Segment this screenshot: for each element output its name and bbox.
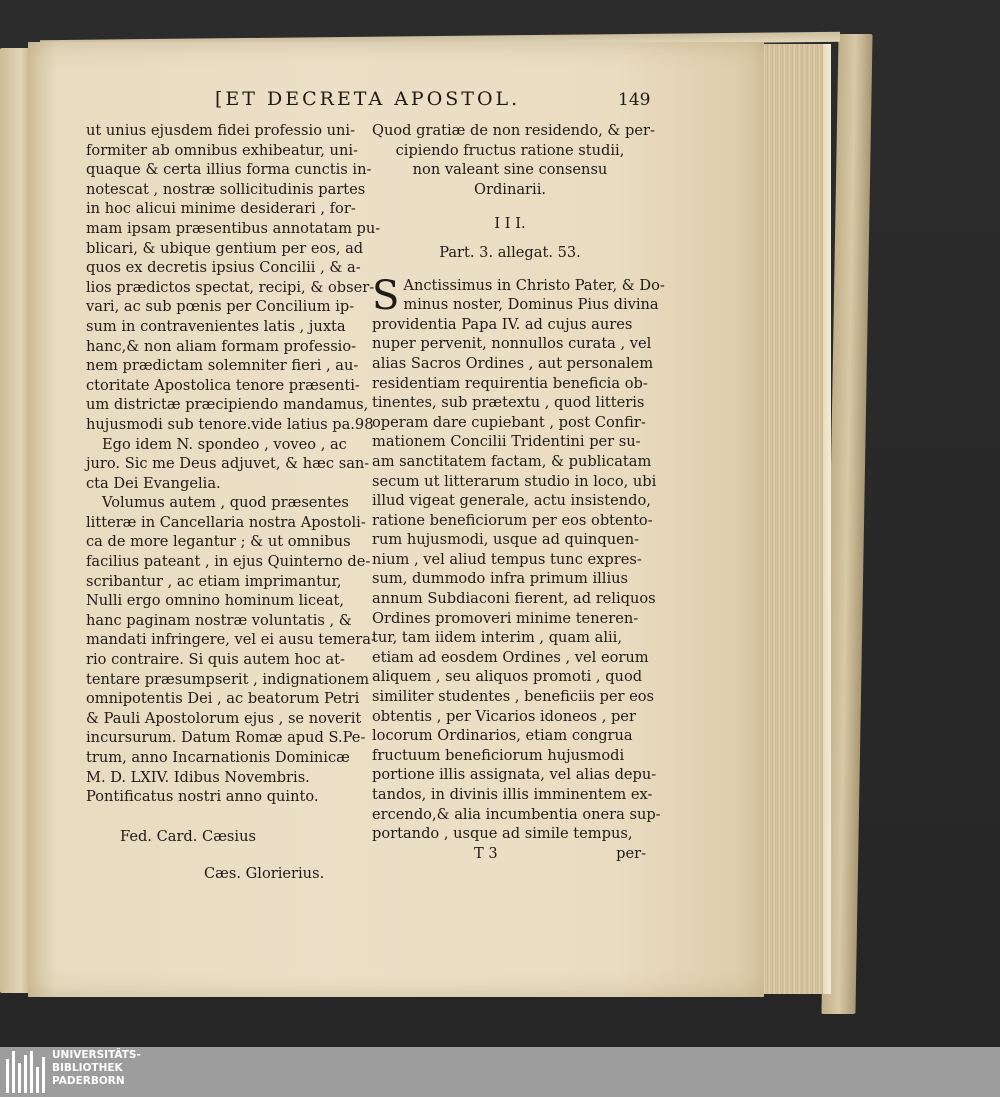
text-line: Ego idem N. spondeo , voveo , ac	[102, 435, 347, 453]
text-line: Ordines promoveri minime teneren-	[372, 609, 639, 627]
text-line: minus noster, Dominus Pius divina	[403, 296, 659, 314]
text-line: ca de more legantur ; & ut omnibus	[86, 533, 351, 551]
text-line: facilius pateant , in ejus Quinterno de-	[86, 553, 371, 571]
catchword: per-	[616, 844, 646, 862]
text-line: residentiam requirentia beneficia ob-	[372, 374, 648, 392]
text-line: juro. Sic me Deus adjuvet, & hæc san-	[86, 455, 370, 473]
text-line: illud vigeat generale, actu insistendo,	[372, 492, 651, 510]
section-heading-line: Quod gratiæ de non residendo, & per-	[372, 122, 655, 139]
text-line: similiter studentes , beneficiis per eos	[372, 688, 655, 706]
logo-line: PADERBORN	[52, 1075, 125, 1087]
text-line: formiter ab omnibus exhibeatur, uni-	[86, 141, 358, 159]
text-line: ctoritate Apostolica tenore præsenti-	[86, 376, 360, 394]
text-line: in hoc alicui minime desiderari , for-	[86, 200, 356, 218]
text-line: M. D. LXIV. Idibus Novembris.	[86, 768, 310, 786]
library-footer-bar	[0, 1047, 1000, 1097]
text-line: sum, dummodo infra primum illius	[372, 570, 629, 588]
text-line: etiam ad eosdem Ordines , vel eorum	[372, 648, 649, 666]
text-line: Pontificatus nostri anno quinto.	[86, 788, 319, 806]
text-line: notescat , nostræ sollicitudinis partes	[86, 180, 366, 198]
text-line: am sanctitatem factam, & publicatam	[372, 452, 652, 470]
library-logo-icon	[6, 1051, 46, 1093]
opening-paragraph	[372, 272, 665, 319]
text-line: tinentes, sub prætextu , quod litteris	[372, 394, 645, 412]
text-line: mandati infringere, vel ei ausu temera-	[86, 631, 376, 649]
text-line: providentia Papa IV. ad cujus aures	[372, 315, 633, 333]
text-line: portione illis assignata, vel alias depu-	[372, 766, 657, 784]
text-line: omnipotentis Dei , ac beatorum Petri	[86, 690, 360, 708]
text-line: tur, tam iidem interim , quam alii,	[372, 629, 622, 647]
text-line: Anctissimus in Christo Pater, & Do-	[403, 276, 665, 294]
section-number: I I I.	[494, 215, 526, 233]
text-line: quaque & certa illius forma cunctis in-	[86, 161, 372, 179]
text-line: um districtæ præcipiendo mandamus,	[86, 396, 369, 414]
text-line: vari, ac sub pœnis per Concilium ip-	[86, 298, 355, 316]
section-heading-line: cipiendo fructus ratione studii,	[395, 141, 625, 159]
text-line: sum in contravenientes latis , juxta	[86, 317, 346, 335]
page-number: 149	[618, 90, 651, 110]
text-line: obtentis , per Vicarios idoneos , per	[372, 707, 636, 725]
left-column	[86, 121, 381, 884]
text-line: portando , usque ad simile tempus,	[372, 825, 633, 843]
text-line: cta Dei Evangelia.	[86, 474, 221, 492]
logo-line: UNIVERSITÄTS-	[52, 1049, 141, 1061]
library-logo-text	[52, 1049, 141, 1088]
text-line: ut unius ejusdem fidei professio uni-	[86, 122, 356, 139]
text-line: rio contraire. Si quis autem hoc at-	[86, 651, 345, 669]
section-heading-line: non valeant sine consensu	[412, 161, 608, 179]
signature-secretary: Cæs. Glorierius.	[204, 865, 325, 883]
text-line: locorum Ordinarios, etiam congrua	[372, 727, 633, 745]
text-line: lios prædictos spectat, recipi, & obser-	[86, 278, 375, 296]
allegation-reference: Part. 3. allegat. 53.	[439, 243, 581, 261]
text-line: nuper pervenit, nonnullos curata , vel	[372, 335, 652, 353]
text-line: quos ex decretis ipsius Concilii , & a-	[86, 259, 361, 277]
text-line: & Pauli Apostolorum ejus , se noverit	[86, 709, 362, 727]
text-line: ercendo,& alia incumbentia onera sup-	[372, 805, 661, 823]
text-line: scribantur , ac etiam imprimantur,	[86, 572, 342, 590]
text-line: Volumus autem , quod præsentes	[102, 494, 349, 512]
text-line: hanc paginam nostræ voluntatis , &	[86, 611, 352, 629]
text-line: nium , vel aliud tempus tunc expres-	[372, 550, 642, 568]
text-line: rum hujusmodi, usque ad quinquen-	[372, 531, 640, 549]
text-line: litteræ in Cancellaria nostra Apostoli-	[86, 513, 366, 531]
text-line: tentare præsumpserit , indignationem	[86, 670, 370, 688]
text-line: Nulli ergo omnino hominum liceat,	[86, 592, 345, 610]
text-line: aliquem , seu aliquos promoti , quod	[372, 668, 643, 686]
text-line: hujusmodi sub tenore.vide latius pa.98	[86, 415, 374, 433]
text-line: secum ut litterarum studio in loco, ubi	[372, 472, 657, 490]
page-block-edges	[760, 44, 823, 994]
logo-line: BIBLIOTHEK	[52, 1062, 123, 1074]
section-heading-line: Ordinarii.	[474, 180, 546, 198]
text-line: trum, anno Incarnationis Dominicæ	[86, 749, 350, 766]
text-line: tandos, in divinis illis imminentem ex-	[372, 786, 653, 803]
text-line: ratione beneficiorum per eos obtento-	[372, 511, 653, 529]
running-title: [ET DECRETA APOSTOL.	[215, 88, 521, 110]
signature-cardinal: Fed. Card. Cæsius	[120, 827, 256, 845]
text-line: nem prædictam solemniter fieri , au-	[86, 357, 359, 375]
text-line: hanc,& non aliam formam professio-	[86, 337, 357, 355]
text-line: incursurum. Datum Romæ apud S.Pe-	[86, 729, 366, 747]
text-line: fructuum beneficiorum hujusmodi	[372, 746, 625, 764]
text-line: blicari, & ubique gentium per eos, ad	[86, 239, 364, 257]
right-column	[372, 121, 665, 864]
text-line: operam dare cupiebant , post Confir-	[372, 413, 646, 431]
text-line: annum Subdiaconi fierent, ad reliquos	[372, 590, 656, 608]
signature-mark: T 3	[474, 844, 498, 862]
drop-cap: S	[372, 272, 400, 319]
text-line: mam ipsam præsentibus annotatam pu-	[86, 219, 381, 237]
left-page-edge	[0, 48, 30, 993]
text-line: alias Sacros Ordines , aut personalem	[372, 354, 654, 372]
text-line: mationem Concilii Tridentini per su-	[372, 433, 641, 451]
